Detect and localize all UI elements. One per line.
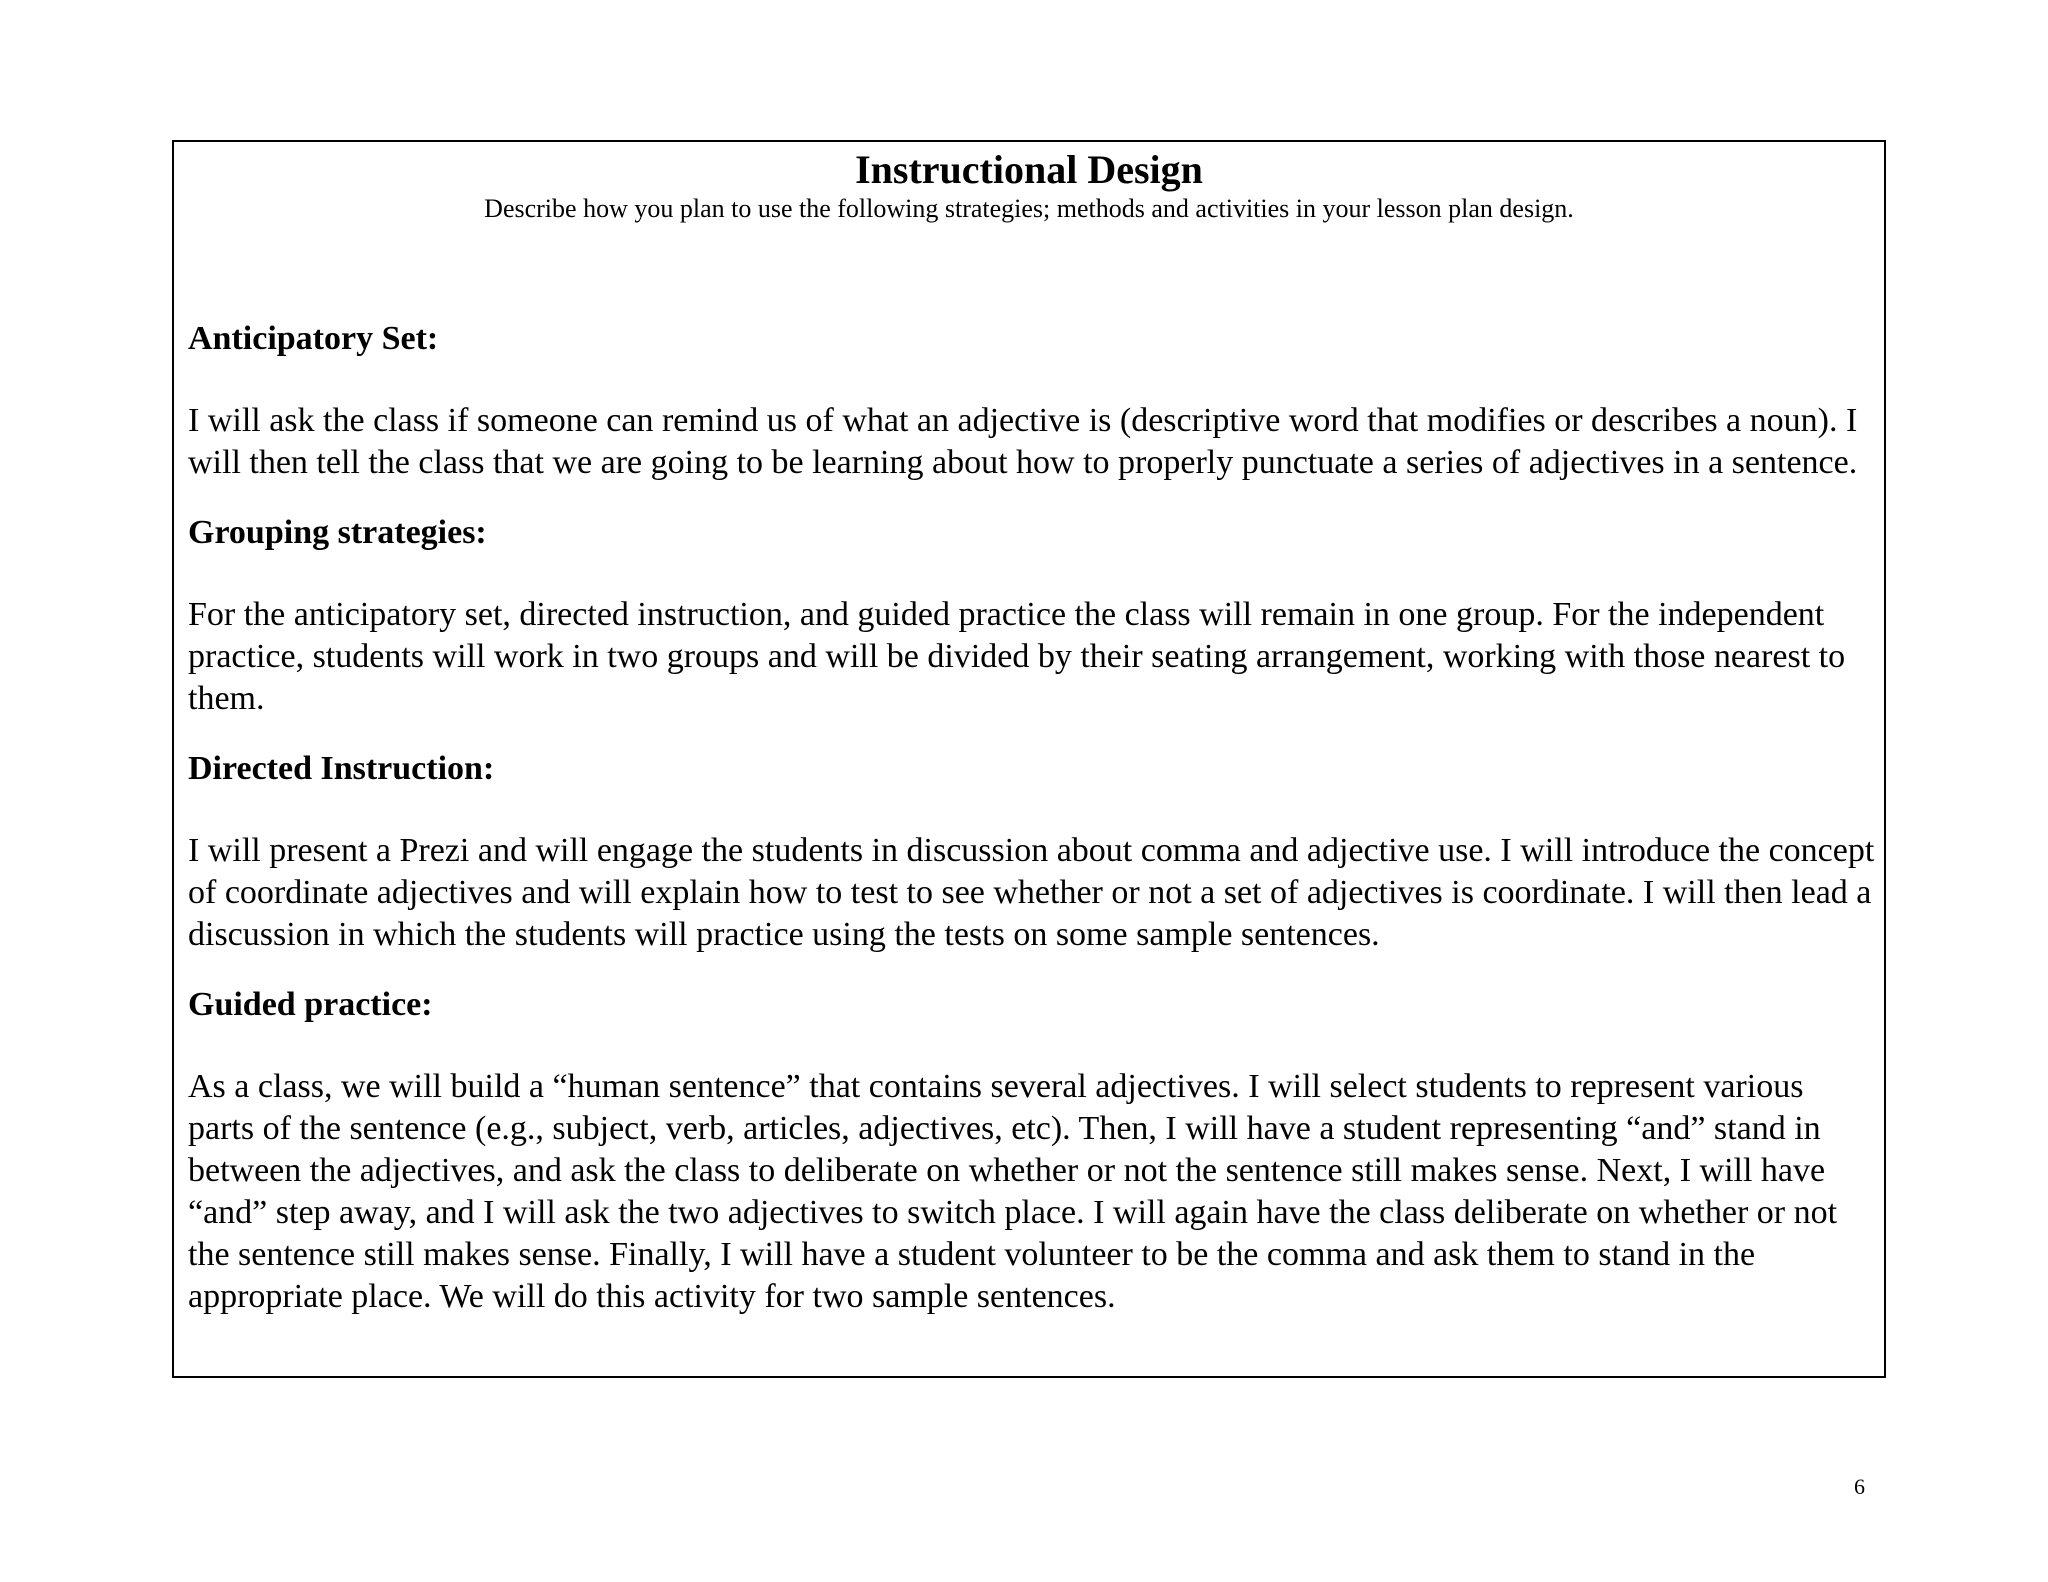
section-body: For the anticipatory set, directed instruction, and guided practice the class will remain in one group. For the independent practice, students will work in two groups and will be divided by their seating arrangement, working with those nearest to them. [188, 596, 1846, 717]
document-title: Instructional Design [855, 147, 1203, 192]
section-guided-practice [188, 984, 1878, 1318]
instructional-design-box [172, 140, 1886, 1378]
document-subtitle: Describe how you plan to use the following strategies; methods and activities in your lesson plan design. [484, 194, 1574, 223]
section-body: I will present a Prezi and will engage the students in discussion about comma and adjective use. I will introduce the concept of coordinate adjectives and will explain how to test to see whether or not a set of adjectives is coordinate. I will then lead a discussion in which the students will practice using the tests on some sample sentences. [188, 832, 1875, 953]
section-heading: Grouping strategies: [188, 514, 487, 551]
section-directed-instruction [188, 748, 1878, 956]
section-grouping-strategies [188, 512, 1878, 720]
sections-container [188, 318, 1878, 1346]
section-heading: Directed Instruction: [188, 750, 495, 787]
section-anticipatory-set [188, 318, 1878, 484]
section-heading: Guided practice: [188, 986, 433, 1023]
section-body: I will ask the class if someone can remind us of what an adjective is (descriptive word that modifies or describes a noun). I will then tell the class that we are going to be learning about how to properly punctuate a series of adjectives in a sentence. [188, 402, 1858, 481]
page-number: 6 [1854, 1474, 1865, 1499]
section-body: As a class, we will build a “human sentence” that contains several adjectives. I will select students to represent various parts of the sentence (e.g., subject, verb, articles, adjectives, etc). Then, I will have a student representing “and” stand in between the adjectives, and ask the class to deliberate on whether or not the sentence still makes sense. Next, I will have “and” step away, and I will ask the two adjectives to switch place. I will again have the class deliberate on whether or not the sentence still makes sense. Finally, I will have a student volunteer to be the comma and ask them to stand in the appropriate place. We will do this activity for two sample sentences. [188, 1068, 1838, 1315]
section-heading: Anticipatory Set: [188, 320, 439, 357]
